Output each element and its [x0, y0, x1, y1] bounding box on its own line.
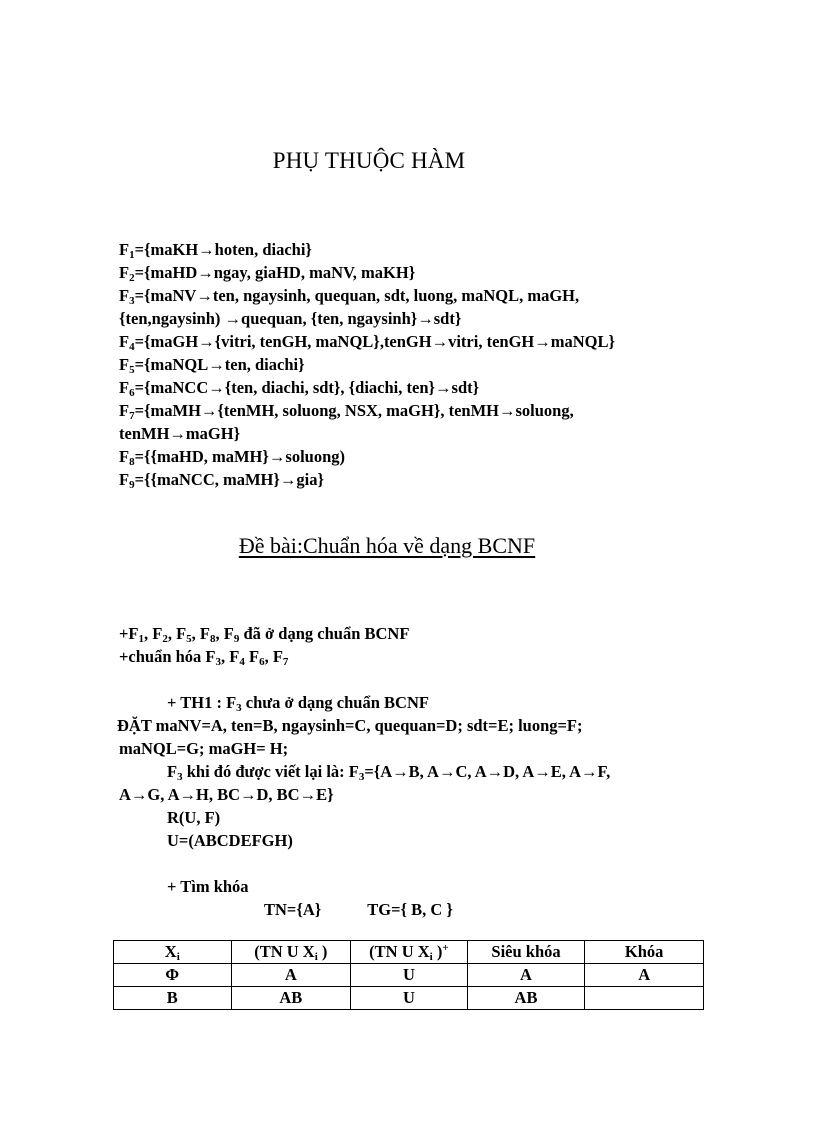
fd-line: $F_7=\{maMH\to\{tenMH$, soluong, NSX, maGH}, tenMH→soluong,	[119, 401, 574, 422]
table-cell: U	[351, 987, 468, 1010]
normalize-list-line: +chuẩn hóa $F_3$, $F_4$ $F_6$, $F_7$	[119, 647, 289, 668]
table-header-cell: (TN U $X_i$ )	[231, 941, 351, 964]
fd-line-continuation: tenMH→maGH}	[119, 424, 241, 443]
rewrite-line: A→G, A→H, BC→D, BC→E}	[119, 785, 334, 804]
table-cell: AB	[467, 987, 585, 1010]
fd-line: $F_5=\{maNQL\to ten$, diachi}	[119, 355, 305, 376]
fd-line-continuation: {ten,ngaysinh) →quequan, {ten, ngaysinh}→sdt}	[119, 309, 462, 328]
assignment-line: ĐẶT maNV=A, ten=B, ngaysinh=C, quequan=D; sdt=E; luong=F;	[117, 716, 583, 735]
fd-line: $F_9=\{\{maNCC$, maMH}→gia}	[119, 470, 324, 491]
table-cell: U	[351, 964, 468, 987]
functional-dependency-list	[119, 238, 719, 491]
rewrite-line: $F_3$ khi đó được viết lại là: $F_3=\{A\to B$, A→C, A→D, A→E, A→F,	[167, 762, 611, 783]
table-cell: A	[585, 964, 704, 987]
table-cell	[585, 987, 704, 1010]
solution-text	[119, 622, 719, 921]
relation-line: R(U, F)	[167, 808, 221, 827]
fd-line: $F_6=\{maNCC\to\{ten$, diachi, sdt}, {diachi, ten}→sdt}	[119, 378, 480, 399]
case-heading: + TH1 : $F_3$ chưa ở dạng chuẩn BCNF	[167, 693, 429, 714]
tn-tg-line: TN={A} TG={ B, C }	[264, 900, 453, 919]
bcnf-status-line: $+F_1$, $F_2$, $F_5$, $F_8$, $F_9$ đã ở dạng chuẩn BCNF	[119, 624, 410, 645]
key-search-table	[113, 940, 704, 1010]
assignment-line: maNQL=G; maGH= H;	[119, 739, 289, 758]
fd-line: $F_2=\{maHD\to ngay$, giaHD, maNV, maKH}	[119, 263, 416, 284]
find-key-heading: + Tìm khóa	[167, 877, 249, 896]
table-cell: Φ	[114, 964, 232, 987]
section-title: Đề bài:Chuẩn hóa về dạng BCNF	[238, 533, 536, 558]
fd-line: $F_1=\{maKH\to hoten$, diachi}	[119, 240, 312, 261]
table-cell: B	[114, 987, 232, 1010]
table-row	[114, 987, 704, 1010]
table-header-cell: Siêu khóa	[467, 941, 585, 964]
table-header-row	[114, 941, 704, 964]
table-cell: AB	[231, 987, 351, 1010]
table-cell: A	[467, 964, 585, 987]
table-header-cell: (TN U $X_i$ )+	[351, 941, 468, 964]
page-title: PHỤ THUỘC HÀM	[272, 148, 466, 173]
table-header-cell: $X_i$	[114, 941, 232, 964]
fd-line: $F_4=\{maGH\to\{vitri$, tenGH, maNQL},tenGH→vitri, tenGH→maNQL}	[119, 332, 616, 353]
table-cell: A	[231, 964, 351, 987]
table-header-cell: Khóa	[585, 941, 704, 964]
table-row	[114, 964, 704, 987]
fd-line: $F_8=\{\{maHD$, maMH}→soluong)	[119, 447, 346, 468]
fd-line: $F_3=\{maNV\to ten$, ngaysinh, quequan, sdt, luong, maNQL, maGH,	[119, 286, 580, 307]
universe-line: U=(ABCDEFGH)	[167, 831, 293, 850]
